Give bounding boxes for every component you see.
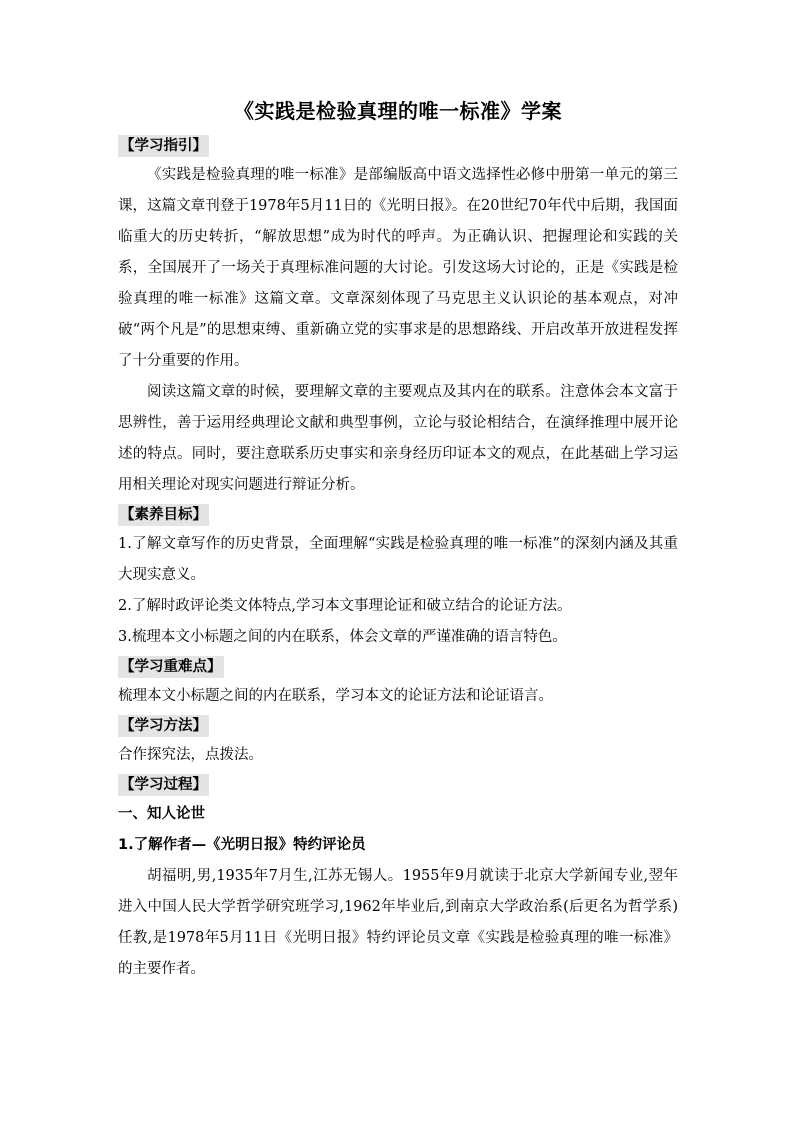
section-heading-key-points: 【学习重难点】 [118, 656, 224, 678]
author-bio-paragraph: 胡福明,男,1935年7月生,江苏无锡人。1955年9月就读于北京大学新闻专业,翌年进入中国人民大学哲学研究班学习,1962年毕业后,到南京大学政治系(后更名为哲学系)任教,是1978年5月11日《光明日报》特约评论员文章《实践是检验真理的唯一标准》的主要作者。 [118, 868, 678, 977]
document-page [118, 96, 678, 985]
section-heading-process: 【学习过程】 [118, 774, 209, 796]
goals-section [118, 501, 678, 653]
guide-paragraph: 《实践是检验真理的唯一标准》是部编版高中语文选择性必修中册第一单元的第三课，这篇文章刊登于1978年5月11日的《光明日报》。在20世纪70年代中后期，我国面临重大的历史转折，“解放思想”成为时代的呼声。为正确认识、把握理论和实践的关系，全国展开了一场关于真理标准问题的大讨论。引发这场大讨论的，正是《实践是检验真理的唯一标准》这篇文章。文章深刻体现了马克思主义认识论的基本观点，对冲破“两个凡是”的思想束缚、重新确立党的实事求是的思想路线、开启改革开放进程发挥了十分重要的作用。 [118, 167, 678, 369]
key-points-section [118, 653, 678, 712]
methods-text: 合作探究法，点拨法。 [118, 747, 263, 763]
process-section [118, 771, 678, 985]
goal-item: 3.梳理本文小标题之间的内在联系，体会文章的严谨准确的语言特色。 [118, 629, 567, 645]
goal-item: 1.了解文章写作的历史背景，全面理解“实践是检验真理的唯一标准”的深刻内涵及其重大现实意义。 [118, 536, 678, 583]
guide-section [118, 132, 678, 501]
key-points-text: 梳理本文小标题之间的内在联系，学习本文的论证方法和论证语言。 [118, 688, 553, 704]
section-heading-goals: 【素养目标】 [118, 504, 209, 526]
page-title: 《实践是检验真理的唯一标准》学案 [234, 99, 562, 123]
part-title: 一、知人论世 [118, 806, 205, 822]
goal-item: 2.了解时政评论类文体特点,学习本文事理论证和破立结合的论证方法。 [118, 598, 572, 614]
section-heading-methods: 【学习方法】 [118, 715, 209, 737]
methods-section [118, 712, 678, 771]
section-heading-guide: 【学习指引】 [118, 135, 209, 157]
sub-section-title: 1.了解作者—《光明日报》特约评论员 [118, 837, 366, 853]
guide-paragraph: 阅读这篇文章的时候，要理解文章的主要观点及其内在的联系。注意体会本文富于思辨性，善于运用经典理论文献和典型事例，立论与驳论相结合，在演绎推理中展开论述的特点。同时，要注意联系历史事实和亲身经历印证本文的观点，在此基础上学习运用相关理论对现实问题进行辩证分析。 [118, 384, 678, 493]
